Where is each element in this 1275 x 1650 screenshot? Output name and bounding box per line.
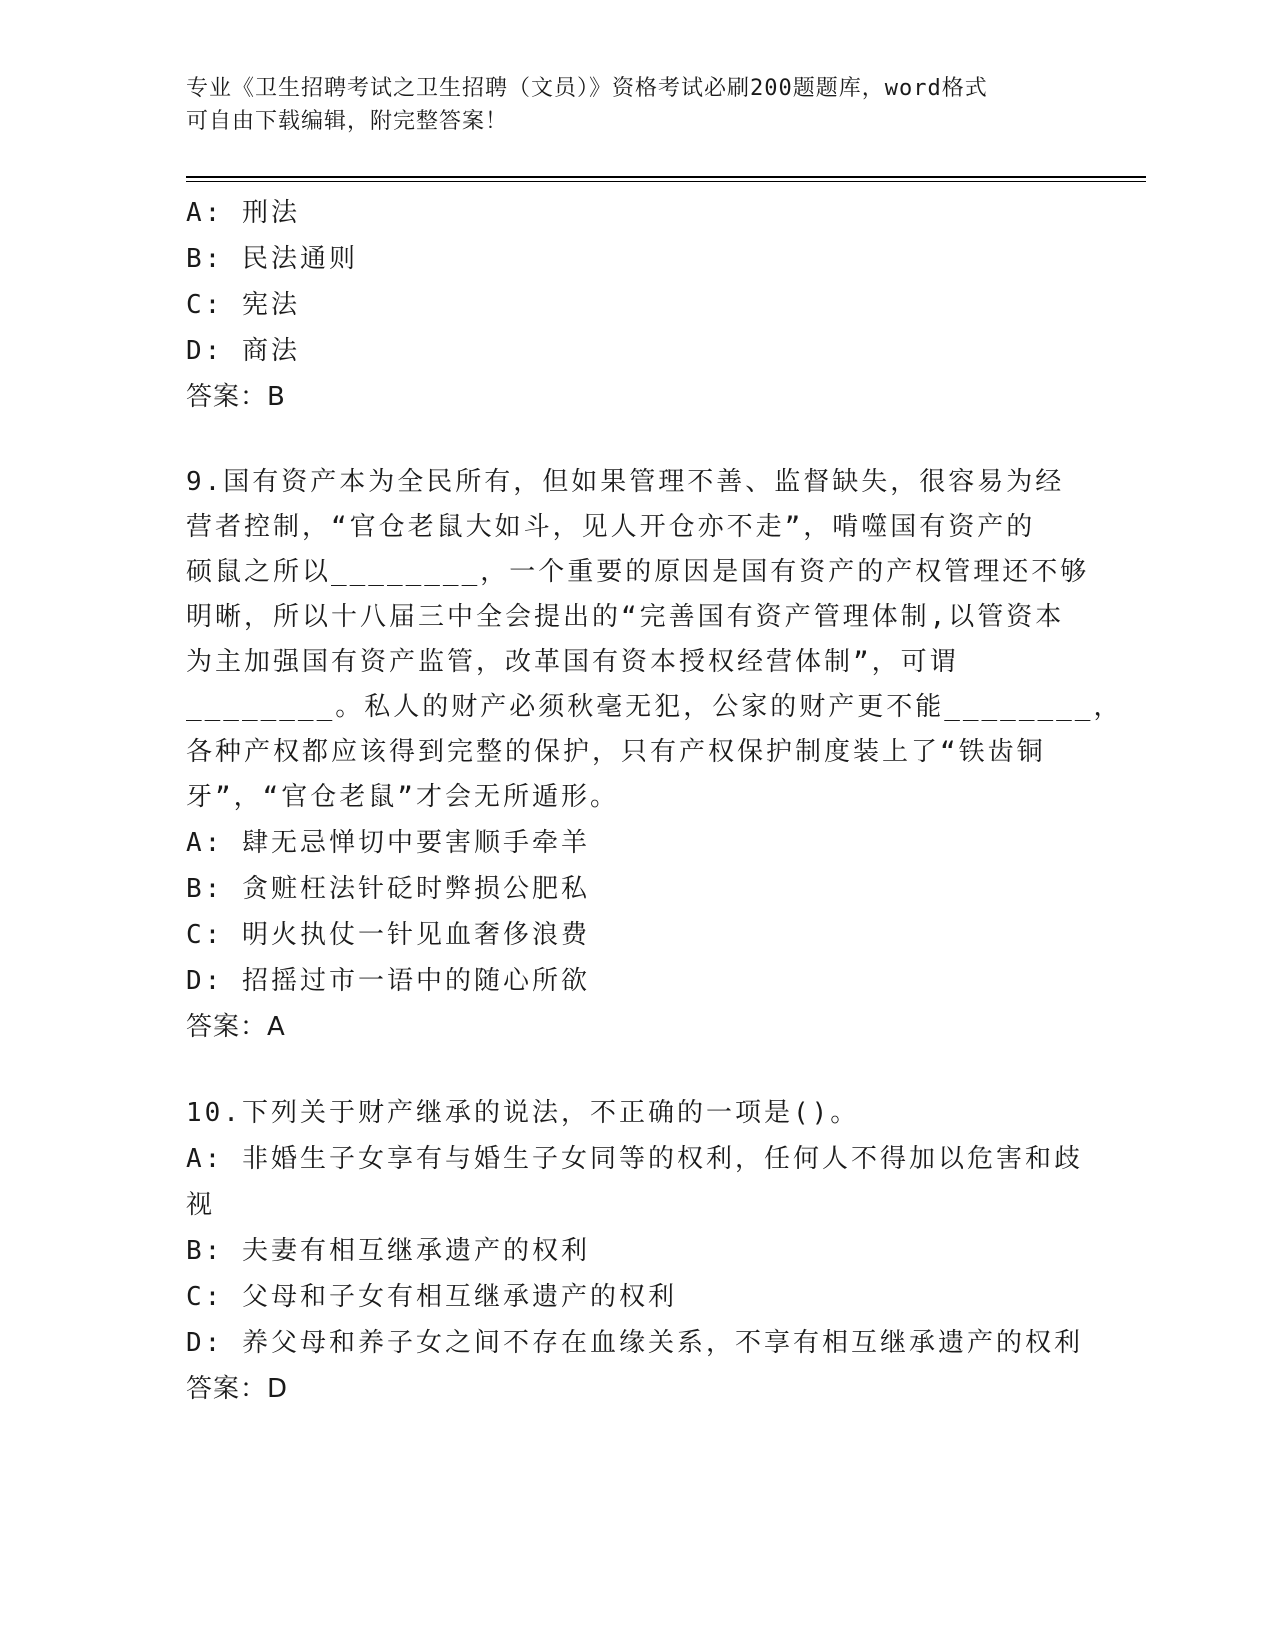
q9-option-a: A: 肆无忌惮切中要害顺手牵羊 [186, 828, 590, 858]
q10-option-c: C: 父母和子女有相互继承遗产的权利 [186, 1282, 677, 1312]
q8-option-b: B: 民法通则 [186, 244, 358, 274]
spacer [186, 420, 1086, 460]
q8-answer-label: 答案： [186, 382, 268, 412]
q9-stem-line: 为主加强国有资产监管，改革国有资本授权经营体制”，可谓 [186, 647, 959, 677]
q9-stem [186, 460, 1123, 820]
header-title-line-2: 可自由下载编辑，附完整答案！ [186, 109, 509, 134]
q9-answer-value: A [267, 1012, 286, 1042]
question-8 [186, 190, 1086, 420]
q9-stem-line: 牙”，“官仓老鼠”才会无所遁形。 [186, 782, 619, 812]
document-header [186, 72, 1066, 138]
q9-answer [186, 1004, 1086, 1050]
question-9 [186, 460, 1123, 1050]
q10-option-a: A: 非婚生子女享有与婚生子女同等的权利，任何人不得加以危害和歧 [186, 1144, 1083, 1174]
q9-stem-line: ________。私人的财产必须秋毫无犯，公家的财产更不能________， [186, 692, 1123, 722]
q10-answer-value: D [267, 1374, 289, 1404]
header-divider-thin [186, 181, 1146, 182]
q10-stem: 10.下列关于财产继承的说法，不正确的一项是()。 [186, 1098, 860, 1128]
header-title-line-1: 专业《卫生招聘考试之卫生招聘（文员）》资格考试必刷200题题库，word格式 [186, 76, 988, 101]
question-10 [186, 1090, 1086, 1412]
q9-option-b: B: 贪赃枉法针砭时弊损公肥私 [186, 874, 590, 904]
q10-answer-label: 答案： [186, 1374, 268, 1404]
q8-option-a: A: 刑法 [186, 198, 300, 228]
q10-option-b: B: 夫妻有相互继承遗产的权利 [186, 1236, 590, 1266]
q9-stem-line: 硕鼠之所以________，一个重要的原因是国有资产的产权管理还不够 [186, 557, 1090, 587]
q8-answer [186, 374, 1086, 420]
q8-option-d: D: 商法 [186, 336, 300, 366]
q9-answer-label: 答案： [186, 1012, 268, 1042]
q10-answer [186, 1366, 1086, 1412]
q9-option-d: D: 招摇过市一语中的随心所欲 [186, 966, 590, 996]
spacer [186, 1050, 1086, 1090]
q8-answer-value: B [267, 382, 286, 412]
q9-stem-line: 明晰，所以十八届三中全会提出的“完善国有资产管理体制,以管资本 [186, 602, 1065, 632]
document-body [186, 190, 1123, 1412]
q9-stem-line: 营者控制，“官仓老鼠大如斗，见人开仓亦不走”，啃噬国有资产的 [186, 512, 1036, 542]
header-divider-thick [186, 176, 1146, 178]
q9-stem-line: 各种产权都应该得到完整的保护，只有产权保护制度装上了“铁齿铜 [186, 737, 1046, 767]
q9-option-c: C: 明火执仗一针见血奢侈浪费 [186, 920, 590, 950]
q10-option-d: D: 养父母和养子女之间不存在血缘关系，不享有相互继承遗产的权利 [186, 1328, 1083, 1358]
q10-option-a-continued: 视 [186, 1190, 216, 1220]
q9-stem-line: 9.国有资产本为全民所有，但如果管理不善、监督缺失，很容易为经 [186, 467, 1065, 497]
q8-option-c: C: 宪法 [186, 290, 300, 320]
